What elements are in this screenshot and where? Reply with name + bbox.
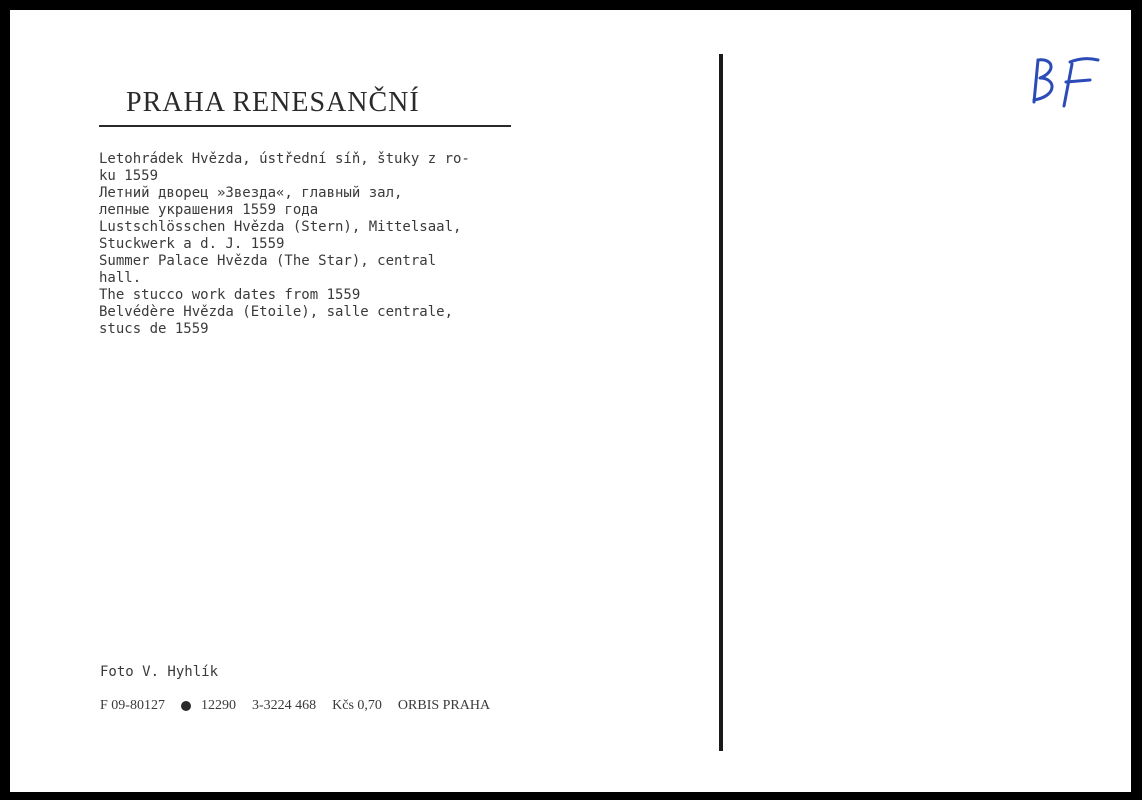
postcard-back: [10, 10, 1131, 792]
postcard-title: PRAHA RENESANČNÍ: [126, 87, 420, 118]
caption-line: stucs de 1559: [99, 321, 209, 337]
caption-line: Летний дворец »Звезда«, главный зал,: [99, 185, 403, 201]
caption-line: The stucco work dates from 1559: [99, 287, 361, 303]
publisher-price: Kčs 0,70: [332, 698, 382, 713]
handwritten-bf-mark: [1028, 52, 1104, 108]
publisher-number: 12290: [200, 698, 236, 713]
caption-line: Belvédère Hvězda (Etoile), salle centrale,: [99, 304, 454, 320]
caption-line: Stuckwerk a d. J. 1559: [99, 236, 285, 252]
caption-text: [99, 151, 529, 338]
vertical-divider: [719, 54, 723, 751]
caption-line: Lustschlösschen Hvězda (Stern), Mittelsaal,: [99, 219, 462, 235]
caption-line: hall.: [99, 270, 142, 286]
publisher-line: [100, 698, 506, 714]
photo-credit: Foto V. Hyhlík: [100, 664, 219, 680]
bullet-icon: [181, 701, 191, 711]
publisher-catalog: 3-3224 468: [251, 698, 317, 713]
publisher-name: ORBIS PRAHA: [397, 698, 491, 713]
caption-line: Summer Palace Hvězda (The Star), central: [99, 253, 437, 269]
caption-line: лепные украшения 1559 года: [99, 202, 319, 218]
title-underline: [99, 125, 511, 127]
caption-line: Letohrádek Hvězda, ústřední síň, štuky z ro-: [99, 151, 470, 167]
publisher-code: F 09-80127: [100, 698, 165, 713]
caption-line: ku 1559: [99, 168, 159, 184]
